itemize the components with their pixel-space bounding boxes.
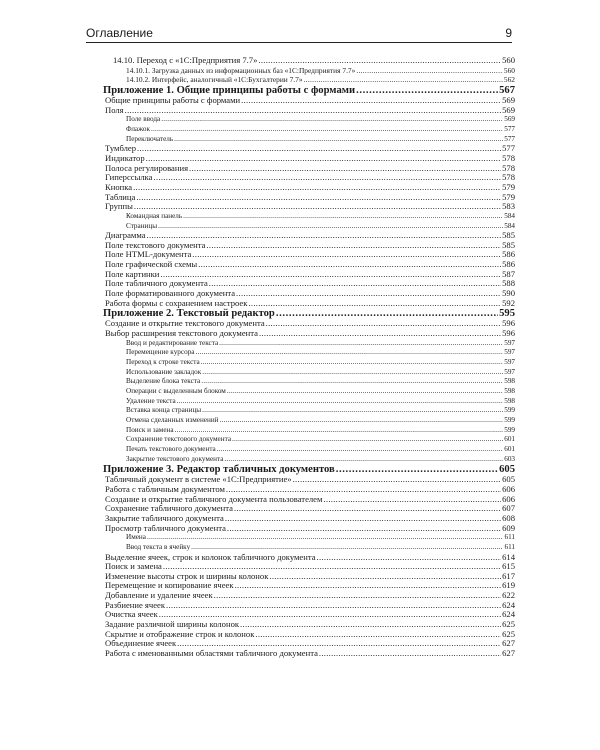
toc-entry-page: 619	[502, 581, 515, 591]
toc-entry	[103, 183, 515, 193]
toc-entry	[103, 164, 515, 174]
dot-leader	[183, 212, 503, 222]
dot-leader	[175, 426, 504, 436]
dot-leader	[160, 270, 501, 280]
toc-entry-title: Ввод и редактирование текста	[126, 338, 219, 347]
dot-leader	[133, 183, 501, 193]
toc-entry-page: 601	[504, 435, 515, 444]
dot-leader	[166, 601, 501, 611]
toc-entry-page: 599	[504, 415, 515, 424]
dot-leader	[258, 56, 501, 66]
toc-entry-title: Изменение высоты строк и ширины колонок	[105, 571, 269, 581]
page-header	[86, 24, 512, 43]
toc-entry	[103, 445, 515, 455]
toc-entry	[103, 135, 515, 145]
toc-entry	[103, 329, 515, 339]
toc-entry-title: Выделение блока текста	[126, 377, 201, 386]
toc-entry	[103, 426, 515, 436]
toc-entry-title: Закрытие табличного документа	[105, 513, 224, 523]
toc-entry-page: 584	[504, 221, 515, 230]
toc-entry-title: Приложение 3. Редактор табличных документов	[103, 464, 335, 476]
toc-entry-title: Операции с выделенным блоком	[126, 387, 226, 395]
toc-entry-page: 598	[504, 396, 515, 405]
toc-entry-page: 625	[502, 620, 515, 630]
toc-entry-page: 627	[502, 639, 515, 649]
dot-leader	[232, 435, 503, 445]
toc-entry	[103, 66, 515, 76]
dot-leader	[191, 543, 503, 553]
toc-entry	[103, 485, 515, 495]
toc-entry-title: Командная панель	[126, 211, 183, 220]
dot-leader	[163, 562, 501, 572]
toc-entry-title: Перемещение курсора	[126, 348, 195, 357]
toc-entry-page: 627	[502, 649, 515, 659]
toc-entry	[103, 475, 515, 485]
toc-entry-page: 605	[502, 475, 515, 485]
toc-entry	[103, 154, 515, 164]
toc-entry	[103, 416, 515, 426]
dot-leader	[189, 164, 501, 174]
toc-entry	[103, 144, 515, 154]
toc-entry-title: Гиперссылка	[105, 173, 153, 183]
toc-entry	[103, 591, 515, 601]
toc-entry-page: 597	[504, 367, 515, 376]
toc-entry	[103, 387, 515, 397]
toc-entry-page: 585	[502, 240, 515, 250]
dot-leader	[319, 649, 501, 659]
toc-entry-page: 567	[499, 84, 515, 96]
toc-entry-title: Перемещение и копирование ячеек	[105, 581, 234, 591]
toc-entry-page: 598	[504, 377, 515, 386]
toc-entry	[103, 630, 515, 640]
toc-entry-page: 590	[502, 289, 515, 299]
toc-entry-title: Поле графической схемы	[105, 260, 198, 270]
toc-entry-title: Отмена сделанных изменений	[126, 415, 219, 424]
page-number: 9	[505, 26, 512, 40]
toc-entry-page: 609	[502, 523, 515, 533]
running-title: Оглавление	[86, 26, 153, 40]
toc-entry-title: Диаграмма	[105, 231, 146, 241]
toc-entry	[103, 455, 515, 465]
toc-entry-title: Поле текстового документа	[105, 240, 206, 250]
toc-entry-title: Скрытие и отображение строк и колонок	[105, 629, 255, 639]
toc-entry-title: Поле HTML-документа	[105, 250, 192, 260]
toc-entry-title: Выделение ячеек, строк и колонок табличного документа	[105, 552, 316, 562]
toc-entry-title: Выбор расширения текстового документа	[105, 329, 258, 339]
toc-entry-title: Печать текстового документа	[126, 444, 216, 453]
toc-entry	[103, 115, 515, 125]
dot-leader	[220, 416, 504, 426]
toc-entry-title: Переход к строке текста	[126, 358, 200, 367]
toc-entry	[103, 543, 515, 553]
toc-entry-title: 14.10.1. Загрузка данных из информационных баз «1С:Предприятия 7.7»	[126, 65, 356, 75]
toc-entry-page: 601	[504, 444, 515, 453]
dot-leader	[234, 504, 501, 514]
dot-leader	[248, 299, 501, 309]
dot-leader	[356, 85, 498, 96]
dot-leader	[276, 308, 498, 319]
toc-entry	[103, 250, 515, 260]
toc-entry-title: Группы	[105, 202, 133, 212]
dot-leader	[293, 475, 502, 485]
toc-entry-title: Поле ввода	[126, 115, 161, 124]
toc-entry-title: Таблица	[105, 192, 136, 202]
toc-entry	[103, 601, 515, 611]
toc-entry-title: Поле картинки	[105, 269, 160, 279]
toc-entry-title: Индикатор	[105, 153, 145, 163]
toc-entry	[103, 202, 515, 212]
toc-entry-title: Флажок	[126, 124, 150, 133]
toc-entry-page: 599	[504, 406, 515, 415]
toc-entry	[103, 610, 515, 620]
dot-leader	[206, 241, 501, 251]
toc-entry-title: Разбиение ячеек	[105, 600, 166, 610]
dot-leader	[147, 533, 504, 543]
dot-leader	[174, 135, 503, 145]
toc-entry	[103, 620, 515, 630]
toc-entry-title: Имена	[126, 533, 146, 542]
toc-entry-page: 597	[504, 358, 515, 367]
toc-entry	[103, 397, 515, 407]
toc-entry	[103, 533, 515, 543]
toc-entry	[103, 581, 515, 591]
toc-entry-page: 578	[502, 153, 515, 163]
dot-leader	[269, 572, 501, 582]
toc-entry-title: Работа с именованными областями табличного документа	[105, 649, 318, 659]
toc-entry-page: 614	[502, 552, 515, 562]
dot-leader	[236, 289, 501, 299]
toc-entry-page: 588	[502, 279, 515, 289]
table-of-contents	[103, 56, 515, 659]
dot-leader	[225, 514, 501, 524]
dot-leader	[137, 144, 501, 154]
toc-entry-page: 596	[502, 319, 515, 329]
toc-section-heading	[103, 85, 515, 96]
dot-leader	[201, 377, 503, 387]
toc-entry-page: 596	[502, 329, 515, 339]
toc-entry	[103, 495, 515, 505]
dot-leader	[323, 495, 501, 505]
toc-entry-page: 562	[503, 75, 515, 85]
toc-entry	[103, 106, 515, 116]
toc-entry-page: 617	[502, 571, 515, 581]
toc-entry-page: 606	[502, 494, 515, 504]
toc-entry	[103, 553, 515, 563]
dot-leader	[240, 620, 501, 630]
toc-entry-page: 578	[502, 163, 515, 173]
toc-entry-page: 578	[502, 173, 515, 183]
toc-entry-page: 569	[502, 95, 515, 105]
toc-entry-page: 607	[502, 504, 515, 514]
toc-entry	[103, 241, 515, 251]
toc-entry-page: 606	[502, 484, 515, 494]
dot-leader	[147, 231, 502, 241]
toc-entry-title: Работа формы с сохранением настроек	[105, 298, 248, 308]
toc-entry-page: 585	[502, 231, 515, 241]
toc-entry	[103, 279, 515, 289]
toc-entry	[103, 222, 515, 232]
toc-entry-page: 569	[502, 105, 515, 115]
toc-entry-page: 595	[499, 308, 515, 320]
dot-leader	[159, 610, 501, 620]
dot-leader	[266, 319, 501, 329]
toc-entry-title: 14.10. Переход с «1С:Предприятия 7.7»	[113, 56, 258, 65]
toc-entry-page: 625	[502, 629, 515, 639]
toc-entry	[103, 289, 515, 299]
dot-leader	[214, 591, 501, 601]
toc-section-heading	[103, 308, 515, 319]
toc-entry-page: 611	[504, 542, 515, 551]
toc-entry-page: 577	[502, 144, 515, 154]
toc-entry-title: Поле табличного документа	[105, 279, 208, 289]
dot-leader	[227, 524, 501, 534]
dot-leader	[304, 75, 503, 85]
toc-entry-title: Переключатель	[126, 134, 174, 143]
dot-leader	[177, 397, 504, 407]
toc-entry	[103, 377, 515, 387]
dot-leader	[209, 279, 501, 289]
toc-entry	[103, 319, 515, 329]
toc-entry	[103, 270, 515, 280]
toc-entry-page: 587	[502, 269, 515, 279]
toc-entry-title: Использование закладок	[126, 367, 202, 376]
dot-leader	[356, 66, 503, 76]
toc-entry-title: Добавление и удаление ячеек	[105, 591, 213, 601]
toc-entry-title: Табличный документ в системе «1С:Предприятие»	[105, 475, 292, 485]
toc-entry-title: Страницы	[126, 221, 158, 230]
toc-entry	[103, 260, 515, 270]
dot-leader	[217, 445, 503, 455]
dot-leader	[201, 358, 504, 368]
dot-leader	[158, 222, 503, 232]
toc-entry	[103, 358, 515, 368]
toc-entry-title: Просмотр табличного документа	[105, 523, 226, 533]
toc-entry	[103, 212, 515, 222]
toc-entry-page: 624	[502, 610, 515, 620]
toc-entry-title: Общие принципы работы с формами	[105, 95, 241, 105]
toc-entry-title: Полоса регулирования	[105, 163, 189, 173]
toc-entry-page: 584	[504, 211, 515, 220]
toc-entry-page: 560	[503, 65, 515, 75]
toc-entry-title: Закрытие текстового документа	[126, 454, 224, 463]
dot-leader	[241, 96, 501, 106]
toc-entry-page: 560	[502, 56, 515, 65]
dot-leader	[192, 250, 501, 260]
toc-entry	[103, 231, 515, 241]
toc-entry-title: Создание и открытие табличного документа пользователем	[105, 494, 323, 504]
dot-leader	[136, 193, 501, 203]
toc-entry	[103, 435, 515, 445]
dot-leader	[227, 387, 503, 397]
toc-entry-title: Поля	[105, 105, 124, 115]
toc-entry-title: 14.10.2. Интерфейс, аналогичный «1С:Бухгалтерии 7.7»	[126, 75, 303, 85]
toc-entry-title: Вставка конца страницы	[126, 406, 202, 415]
toc-entry-page: 605	[499, 464, 515, 476]
toc-entry-page: 622	[502, 591, 515, 601]
toc-entry-title: Приложение 1. Общие принципы работы с формами	[103, 84, 356, 96]
toc-entry-page: 586	[502, 250, 515, 260]
toc-entry-page: 569	[504, 115, 515, 124]
toc-entry-page: 597	[504, 348, 515, 357]
toc-entry-title: Работа с табличным документом	[105, 484, 225, 494]
dot-leader	[255, 630, 501, 640]
dot-leader	[146, 154, 501, 164]
dot-leader	[202, 406, 503, 416]
toc-entry-page: 583	[502, 202, 515, 212]
toc-entry	[103, 572, 515, 582]
toc-entry-page: 599	[504, 425, 515, 434]
toc-entry-title: Приложение 2. Текстовый редактор	[103, 308, 275, 320]
dot-leader	[219, 339, 503, 349]
toc-entry-page: 597	[504, 338, 515, 347]
dot-leader	[336, 464, 498, 475]
toc-entry-title: Задание различной ширины колонок	[105, 620, 240, 630]
toc-entry	[103, 562, 515, 572]
toc-entry	[103, 649, 515, 659]
toc-entry-title: Поиск и замена	[126, 425, 174, 434]
toc-entry	[103, 56, 515, 66]
toc-entry	[103, 339, 515, 349]
toc-entry	[103, 524, 515, 534]
toc-entry	[103, 406, 515, 416]
toc-section-heading	[103, 464, 515, 475]
toc-entry-title: Сохранение табличного документа	[105, 504, 233, 514]
toc-entry	[103, 504, 515, 514]
dot-leader	[202, 368, 503, 378]
toc-entry-page: 577	[504, 124, 515, 133]
toc-entry	[103, 368, 515, 378]
dot-leader	[134, 202, 501, 212]
toc-entry-title: Тумблер	[105, 144, 137, 154]
toc-entry-page: 579	[502, 192, 515, 202]
toc-entry-title: Сохранение текстового документа	[126, 435, 232, 444]
toc-entry-page: 624	[502, 600, 515, 610]
dot-leader	[226, 485, 501, 495]
toc-entry-title: Создание и открытие текстового документа	[105, 319, 265, 329]
toc-entry	[103, 125, 515, 135]
dot-leader	[161, 115, 503, 125]
toc-entry	[103, 75, 515, 85]
toc-entry-page: 611	[504, 533, 515, 542]
toc-entry-title: Удаление текста	[126, 396, 176, 405]
dot-leader	[259, 329, 501, 339]
toc-entry	[103, 639, 515, 649]
toc-entry	[103, 193, 515, 203]
toc-entry-title: Поле форматированного документа	[105, 289, 236, 299]
toc-entry	[103, 348, 515, 358]
toc-entry-page: 603	[504, 454, 515, 463]
dot-leader	[154, 173, 502, 183]
toc-entry-title: Ввод текста в ячейку	[126, 542, 191, 551]
dot-leader	[125, 106, 501, 116]
toc-entry-title: Кнопка	[105, 182, 133, 192]
dot-leader	[224, 455, 503, 465]
toc-entry-page: 598	[504, 387, 515, 395]
dot-leader	[317, 553, 502, 563]
toc-entry	[103, 96, 515, 106]
toc-entry	[103, 514, 515, 524]
toc-entry	[103, 173, 515, 183]
toc-entry-page: 608	[502, 513, 515, 523]
toc-entry-title: Очистка ячеек	[105, 610, 158, 620]
toc-entry-title: Объединение ячеек	[105, 639, 177, 649]
dot-leader	[198, 260, 501, 270]
dot-leader	[195, 348, 503, 358]
toc-entry-title: Поиск и замена	[105, 562, 162, 572]
toc-entry-page: 579	[502, 182, 515, 192]
dot-leader	[177, 639, 501, 649]
toc-entry-page: 586	[502, 260, 515, 270]
dot-leader	[235, 581, 502, 591]
dot-leader	[151, 125, 503, 135]
toc-entry	[103, 299, 515, 309]
toc-entry-page: 592	[502, 298, 515, 308]
toc-entry-page: 577	[504, 134, 515, 143]
toc-entry-page: 615	[502, 562, 515, 572]
